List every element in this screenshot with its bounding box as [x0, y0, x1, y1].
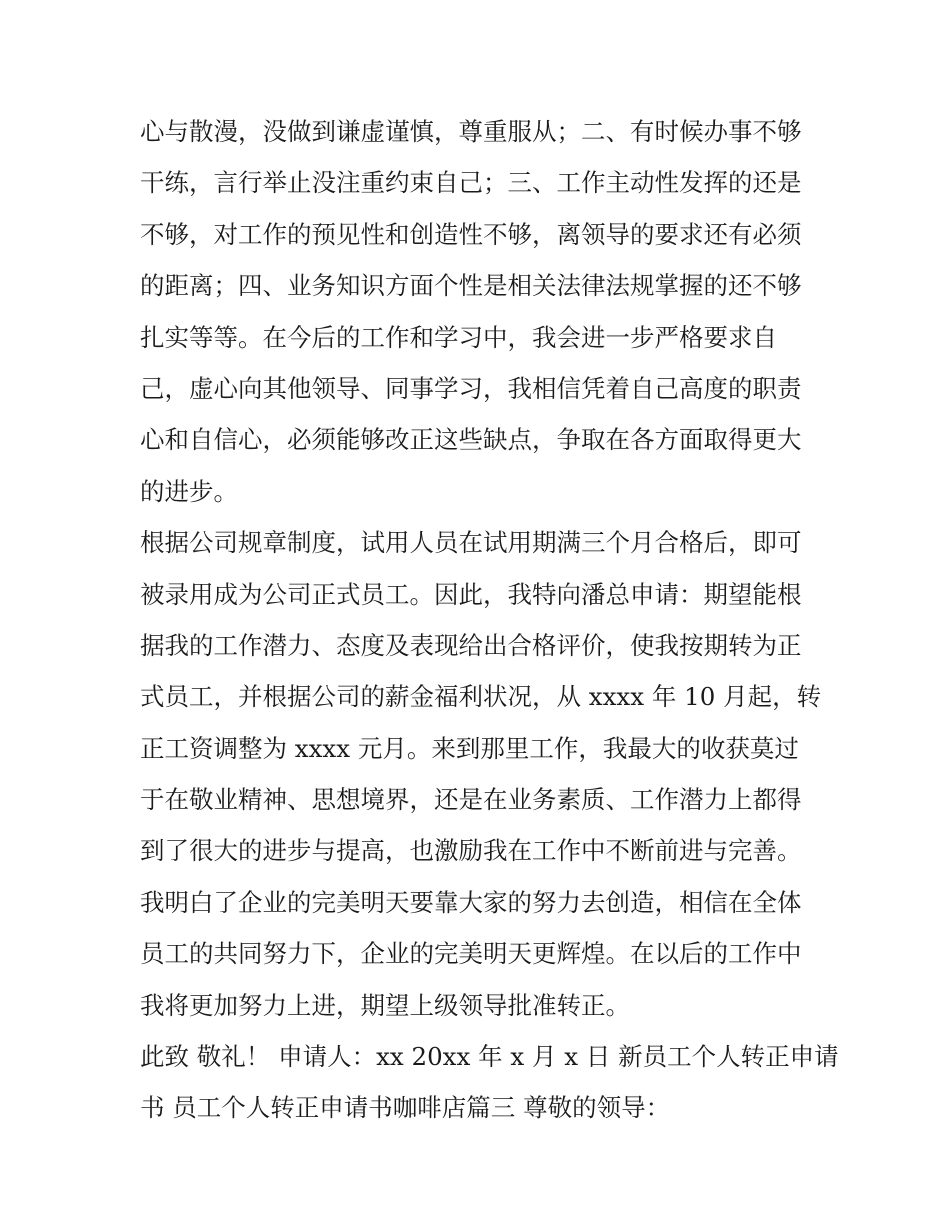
body-line: 己，虚心向其他领导、同事学习，我相信凭着自己高度的职责 [140, 373, 802, 403]
body-line: 据我的工作潜力、态度及表现给出合格评价，使我按期转为正 [140, 630, 802, 660]
body-line: 员工的共同努力下，企业的完美明天更辉煌。在以后的工作中 [140, 939, 802, 969]
body-line: 于在敬业精神、思想境界，还是在业务素质、工作潜力上都得 [140, 785, 802, 815]
body-line: 正工资调整为 xxxx 元月。来到那里工作，我最大的收获莫过 [140, 733, 799, 763]
body-line: 式员工，并根据公司的薪金福利状况，从 xxxx 年 10 月起，转 [140, 682, 822, 712]
body-line: 我明白了企业的完美明天要靠大家的努力去创造，相信在全体 [140, 887, 802, 917]
body-line: 干练，言行举止没注重约束自己；三、工作主动性发挥的还是 [140, 168, 802, 198]
body-line: 书 员工个人转正申请书咖啡店篇三 尊敬的领导： [140, 1093, 671, 1123]
document-body [140, 106, 839, 1134]
body-line: 的进步。 [140, 476, 238, 506]
body-line: 扎实等等。在今后的工作和学习中，我会进一步严格要求自 [140, 322, 777, 352]
body-line: 我将更加努力上进，期望上级领导批准转正。 [140, 990, 630, 1020]
body-line: 的距离；四、业务知识方面个性是相关法律法规掌握的还不够 [140, 271, 802, 301]
body-line: 心与散漫，没做到谦虚谨慎，尊重服从；二、有时候办事不够 [140, 117, 802, 146]
body-line: 心和自信心，必须能够改正这些缺点，争取在各方面取得更大 [140, 425, 802, 455]
body-line: 根据公司规章制度，试用人员在试用期满三个月合格后，即可 [140, 528, 802, 558]
body-line: 被录用成为公司正式员工。因此，我特向潘总申请：期望能根 [140, 579, 802, 609]
body-line: 不够，对工作的预见性和创造性不够，离领导的要求还有必须 [140, 219, 802, 249]
body-line: 到了很大的进步与提高，也激励我在工作中不断前进与完善。 [140, 836, 802, 866]
body-line: 此致 敬礼！ 申请人：xx 20xx 年 x 月 x 日 新员工个人转正申请 [140, 1042, 839, 1072]
